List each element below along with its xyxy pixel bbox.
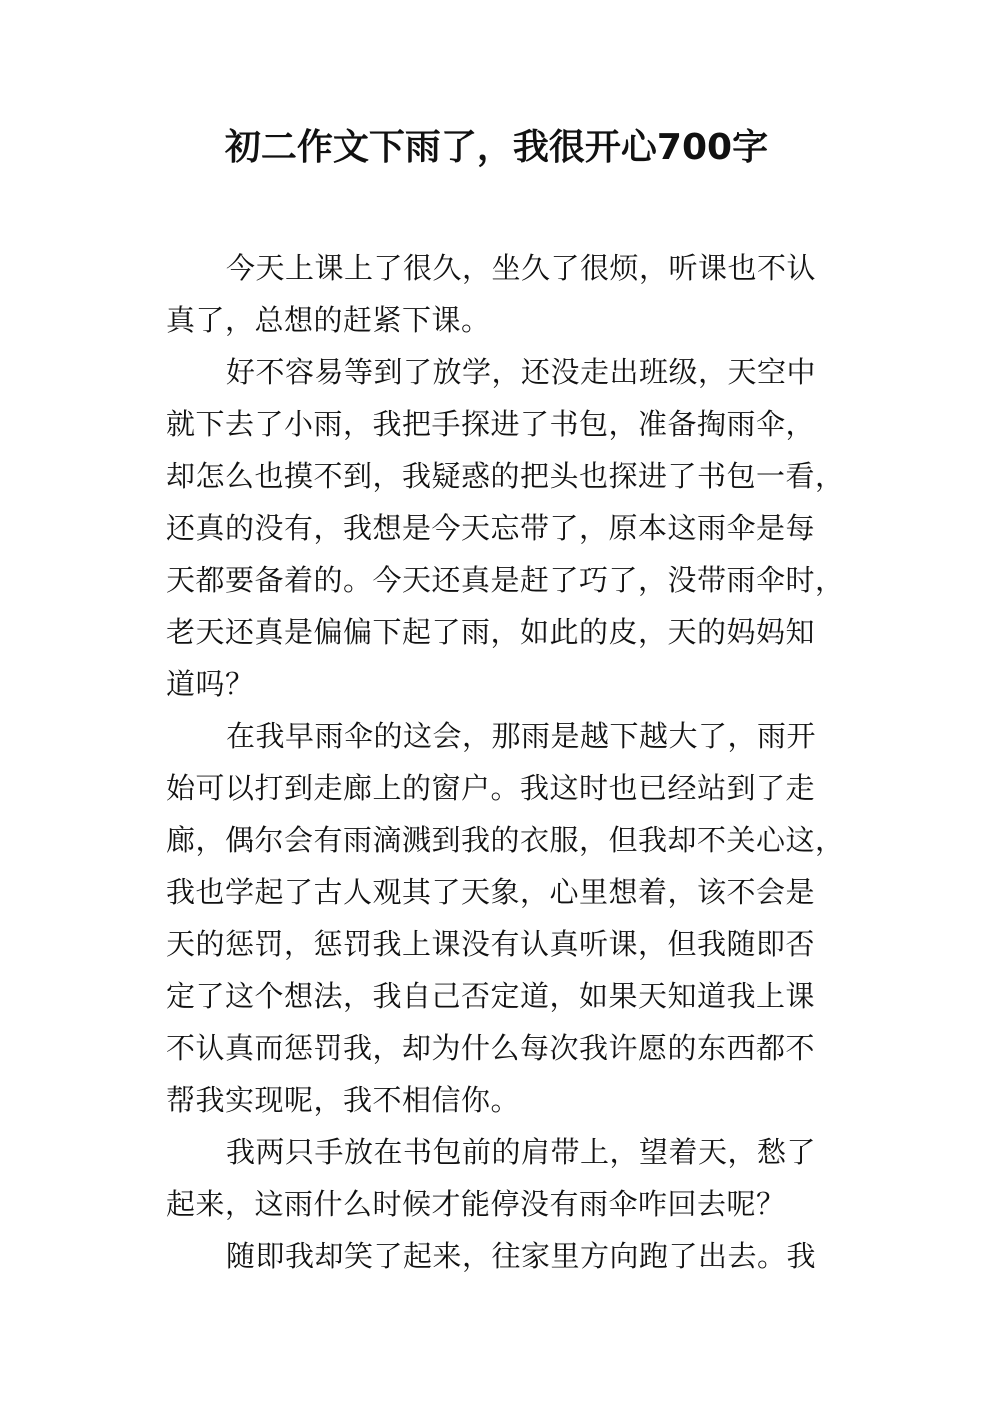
text-line: 定了这个想法，我自己否定道，如果天知道我上课: [166, 979, 816, 1013]
paragraph: [166, 1230, 846, 1282]
paragraph: [166, 1126, 846, 1230]
paragraph: [166, 710, 846, 1126]
paragraph: [166, 242, 846, 346]
paragraph: [166, 346, 846, 710]
text-line: 却怎么也摸不到，我疑惑的把头也探进了书包一看，: [166, 459, 845, 493]
text-line: 就下去了小雨，我把手探进了书包，准备掏雨伞，: [166, 407, 816, 441]
text-line: 廊，偶尔会有雨滴溅到我的衣服，但我却不关心这，: [166, 823, 845, 857]
text-line: 道吗？: [166, 667, 255, 701]
text-line: 今天上课上了很久，坐久了很烦，听课也不认: [226, 251, 817, 285]
text-line: 在我早雨伞的这会，那雨是越下越大了，雨开: [226, 719, 817, 753]
text-line: 始可以打到走廊上的窗户。我这时也已经站到了走: [166, 771, 816, 805]
text-line: 我两只手放在书包前的肩带上，望着天，愁了: [226, 1135, 817, 1169]
text-line: 真了，总想的赶紧下课。: [166, 303, 491, 337]
text-line: 天的惩罚，惩罚我上课没有认真听课，但我随即否: [166, 927, 816, 961]
text-line: 不认真而惩罚我，却为什么每次我许愿的东西都不: [166, 1031, 816, 1065]
text-line: 我也学起了古人观其了天象，心里想着，该不会是: [166, 875, 816, 909]
text-line: 帮我实现呢，我不相信你。: [166, 1083, 521, 1117]
document-title: 初二作文下雨了，我很开心700字: [224, 127, 769, 168]
text-line: 还真的没有，我想是今天忘带了，原本这雨伞是每: [166, 511, 816, 545]
document-body: [166, 242, 846, 1282]
text-line: 老天还真是偏偏下起了雨，如此的皮，天的妈妈知: [166, 615, 816, 649]
text-line: 随即我却笑了起来，往家里方向跑了出去。我: [226, 1239, 817, 1273]
text-line: 起来，这雨什么时候才能停没有雨伞咋回去呢？: [166, 1187, 786, 1221]
text-line: 天都要备着的。今天还真是赶了巧了，没带雨伞时，: [166, 563, 845, 597]
text-line: 好不容易等到了放学，还没走出班级，天空中: [226, 355, 817, 389]
